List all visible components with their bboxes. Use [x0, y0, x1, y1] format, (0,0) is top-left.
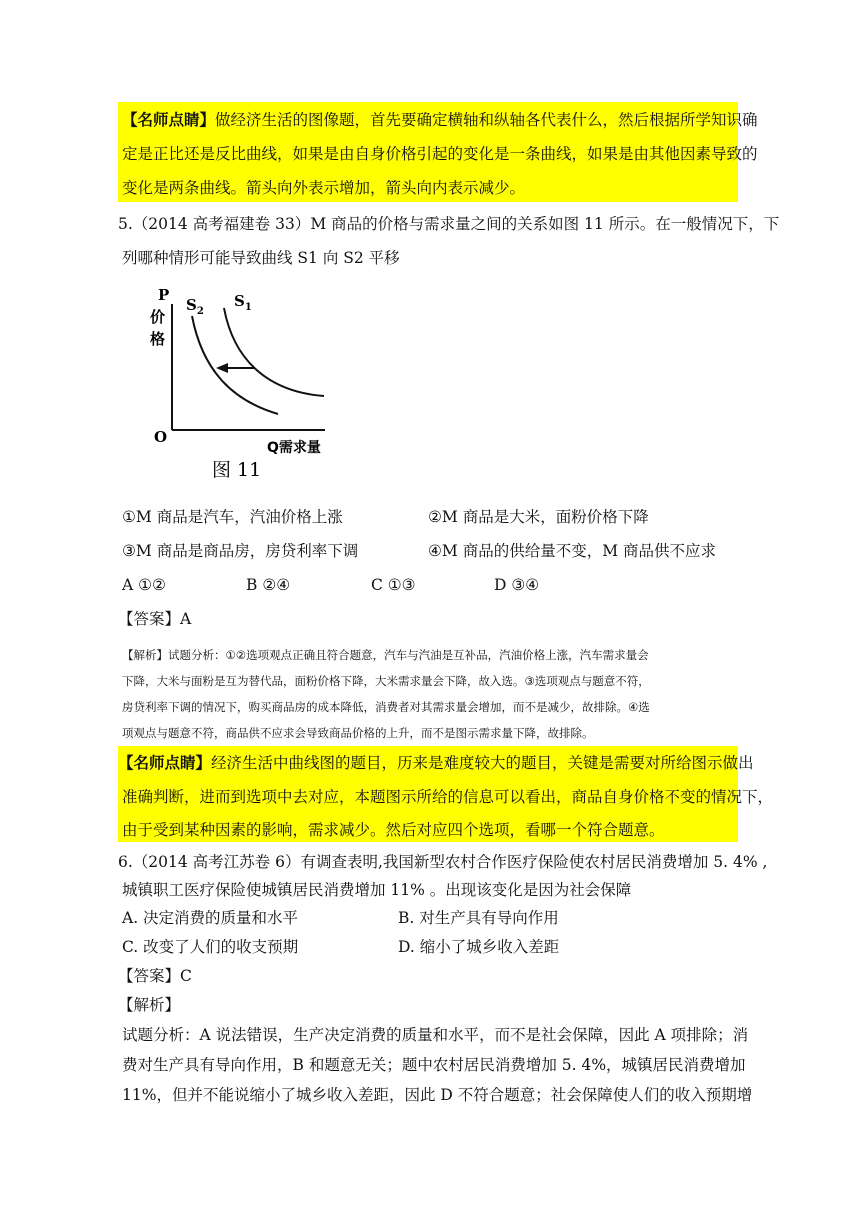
q6-option-b: B. 对生产具有导向作用: [398, 909, 559, 927]
origin-label: O: [154, 428, 168, 446]
x-axis-label: Q需求量: [267, 440, 321, 456]
q6-option-c: C. 改变了人们的收支预期: [122, 938, 299, 956]
q6-line-2: 城镇职工医疗保险使城镇居民消费增加 11% 。出现该变化是因为社会保障: [122, 881, 632, 899]
q6-answer: 【答案】C: [118, 967, 192, 985]
q5-line-2: 列哪种情形可能导致曲线 S1 向 S2 平移: [122, 249, 400, 267]
curve-s1-label: $S_1$: [234, 292, 252, 313]
tip2-line-1: [118, 753, 754, 773]
q5-option-2: ②M 商品是大米，面粉价格下降: [428, 508, 649, 526]
demand-curve-figure: [150, 282, 370, 482]
q5-analysis-1: 【解析】试题分析：①②选项观点正确且符合题意，汽车与汽油是互补品，汽油价格上涨，汽车需求量会: [122, 648, 649, 662]
curve-s2: [192, 316, 278, 414]
q5-option-4: ④M 商品的供给量不变，M 商品供不应求: [428, 542, 716, 560]
q6-analysis-label: 【解析】: [118, 996, 181, 1014]
q6-analysis-2: 费对生产具有导向作用，B 和题意无关；题中农村居民消费增加 5. 4%，城镇居民消费增加: [122, 1056, 746, 1074]
tip2-text-1: 经济生活中曲线图的题目，历来是难度较大的题目，关键是需要对所给图示做出: [211, 754, 754, 772]
q5-choice-a: A ①②: [122, 576, 166, 594]
q6-analysis-3: 11%，但并不能说缩小了城乡收入差距，因此 D 不符合题意；社会保障使人们的收入预期增: [122, 1086, 753, 1104]
tip1-text-1: 做经济生活的图像题，首先要确定横轴和纵轴各代表什么，然后根据所学知识确: [215, 111, 758, 129]
q6-option-d: D. 缩小了城乡收入差距: [398, 938, 560, 956]
q5-analysis-2: 下降，大米与面粉是互为替代品，面粉价格下降，大米需求量会下降，故入选。③选项观点与题意不符，: [122, 674, 650, 688]
tip1-line-3: 变化是两条曲线。箭头向外表示增加，箭头向内表示减少。: [122, 179, 526, 197]
y-axis-label-2: 格: [150, 330, 166, 348]
tip2-line-2: 准确判断，进而到选项中去对应，本题图示所给的信息可以看出，商品自身价格不变的情况下，: [122, 788, 774, 806]
q6-analysis-1: 试题分析：A 说法错误，生产决定消费的质量和水平，而不是社会保障，因此 A 项排除；消: [122, 1026, 749, 1044]
y-axis-label-1: 价: [150, 308, 166, 326]
q5-choice-c: C ①③: [371, 576, 416, 594]
q6-option-a: A. 决定消费的质量和水平: [122, 909, 299, 927]
q5-option-3: ③M 商品是商品房，房贷利率下调: [122, 542, 359, 560]
y-axis-label-p: P: [158, 286, 170, 304]
tip2-label: 【名师点睛】: [118, 753, 212, 772]
tip2-line-3: 由于受到某种因素的影响，需求减少。然后对应四个选项，看哪一个符合题意。: [122, 821, 665, 839]
curve-s1: [224, 308, 324, 396]
q5-choice-d: D ③④: [494, 576, 540, 594]
tip1-label: 【名师点睛】: [122, 110, 216, 129]
q5-line-1: 5.（2014 高考福建卷 33）M 商品的价格与需求量之间的关系如图 11 所示。在一般情况下，下: [118, 215, 780, 233]
q5-answer: 【答案】A: [118, 610, 192, 628]
q6-line-1: 6.（2014 高考江苏卷 6）有调查表明,我国新型农村合作医疗保险使农村居民消费增加 5. 4% ,: [118, 853, 768, 871]
tip1-line-2: 定是正比还是反比曲线，如果是由自身价格引起的变化是一条曲线，如果是由其他因素导致的: [122, 145, 758, 163]
q5-option-1: ①M 商品是汽车，汽油价格上涨: [122, 508, 343, 526]
figure-caption: 图 11: [212, 459, 262, 481]
tip1-line-1: [122, 110, 758, 130]
arrow-head: [216, 363, 228, 373]
q5-choice-b: B ②④: [246, 576, 291, 594]
curve-s2-label: $S_2$: [186, 296, 204, 317]
q5-analysis-3: 房贷利率下调的情况下，购买商品房的成本降低，消费者对其需求量会增加，而不是减少，故排除。④选: [122, 700, 650, 714]
q5-analysis-4: 项观点与题意不符，商品供不应求会导致商品价格的上升，而不是图示需求量下降，故排除。: [122, 726, 594, 740]
